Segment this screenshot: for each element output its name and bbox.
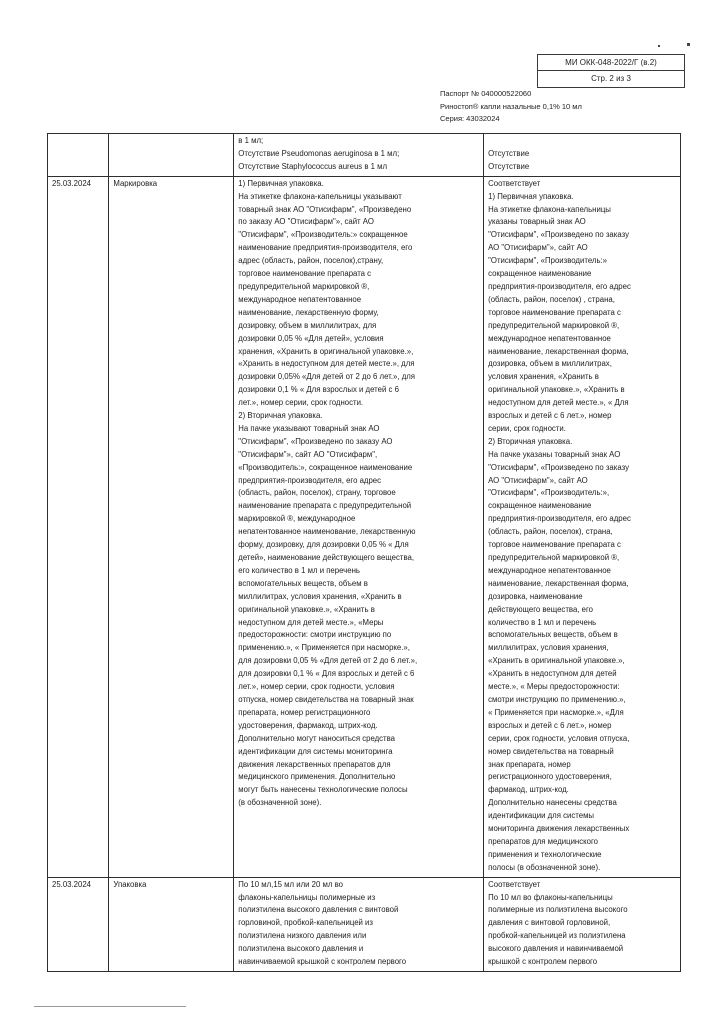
text-line: На пачке указывают товарный знак АО (238, 423, 380, 433)
text-line: предосторожности: смотри инструкцию по (238, 630, 392, 640)
text-line: по заказу АО "Отисифарм"», сайт АО (238, 217, 374, 227)
text-line: недоступном для детей месте.», « Для (488, 398, 629, 408)
text-line: пробкой-капельницей из полиэтилена (488, 931, 626, 941)
cell-result (484, 134, 681, 177)
text-line: предупредительной маркировкой ®, (488, 553, 620, 562)
text-line: предупредительной маркировкой ®, (238, 281, 370, 291)
text-line: Отсутствие Pseudomonas aeruginosa в 1 мл; (238, 148, 400, 158)
text-line: наименование, лекарственную форму, (238, 307, 379, 317)
text-line: смотри инструкцию по применению.», (488, 694, 626, 704)
table-row (48, 176, 681, 877)
text-line: «Хранить в оригинальной упаковке.», (488, 656, 625, 666)
text-line: удостоверения, фармакод, штрих-код. (238, 720, 378, 730)
text-line: "Отисифарм"», сайт АО "Отисифарм", (238, 449, 378, 459)
cell-requirement (234, 877, 484, 971)
text-line: фармакод, штрих-код. (488, 785, 569, 795)
text-line: дозировку, объем в миллилитрах, для (238, 320, 377, 330)
text-line: полиэтилена высокого давления и (238, 944, 364, 954)
text-line: торговое наименование препарата с (488, 307, 621, 317)
text-line: лет.», номер серии, срок годности, условия (238, 682, 395, 692)
text-line: дозировки 0,05% «Для детей от 2 до 6 лет.», для (238, 372, 416, 382)
text-line: 2) Вторичная упаковка. (488, 436, 573, 446)
text-line: взрослых и детей с 6 лет.», номер (488, 411, 612, 421)
cell-date: 25.03.2024 (48, 877, 109, 971)
text-line: наименование, лекарственная форма, (488, 346, 629, 356)
text-line: серии, срок годности. (488, 423, 566, 433)
cell-requirement (234, 176, 484, 877)
specification-table (47, 133, 681, 972)
text-line: для дозировки 0,05 % «Для детей от 2 до 6 лет.», (238, 656, 418, 666)
text-line: взрослых и детей с 6 лет.», номер (488, 720, 612, 730)
text-line: полимерные из полиэтилена высокого (488, 905, 628, 915)
text-line: предприятия-производителя, его адрес (238, 475, 382, 485)
text-line: регистрационного удостоверения, (488, 772, 612, 782)
text-line: месте.», « Меры предосторожности: (488, 682, 620, 692)
text-line: По 10 мл,15 мл или 20 мл во (238, 879, 343, 889)
cell-indicator-name: Маркировка (109, 176, 234, 877)
text-line: международное непатентованное (488, 565, 611, 575)
text-line: На этикетке флакона-капельницы указывают (238, 191, 402, 201)
text-line: 1) Первичная упаковка. (488, 191, 574, 201)
text-line: применения и технологические (488, 849, 602, 859)
text-line: (область, район, поселок), страну, торговое (238, 488, 396, 498)
text-line: хранения, «Хранить в оригинальной упаковке.», (238, 346, 414, 356)
text-line: (в обозначенной зоне). (238, 798, 322, 808)
text-line: товарный знак АО "Отисифарм", «Произведено (238, 204, 412, 214)
text-line: "Отисифарм", «Произведено по заказу (488, 230, 629, 240)
text-line: маркировкой ®, международное (238, 514, 356, 524)
text-line: указаны товарный знак АО (488, 217, 586, 227)
text-line: непатентованное наименование, лекарственную (238, 527, 416, 537)
text-line: количество в 1 мл и перечень (488, 617, 597, 627)
text-line: полосы (в обозначенной зоне). (488, 862, 601, 872)
text-line: вспомогательных веществ, объем в (488, 630, 618, 640)
text-line: АО "Отисифарм"», сайт АО (488, 475, 588, 485)
text-line: (область, район, поселок) , страна, (488, 294, 615, 304)
text-line: "Отисифарм", «Произведено по заказу АО (238, 436, 393, 446)
text-line: международное непатентованное (238, 294, 362, 304)
text-line: «Хранить в недоступном для детей месте.», для (238, 359, 415, 369)
text-line: полиэтилена высокого давления с винтовой (238, 905, 399, 915)
text-line: торговое наименование препарата с (238, 269, 372, 279)
text-line: движения лекарственных препаратов для (238, 759, 391, 769)
text-line: применению.», « Применяется при насморке.», (238, 643, 410, 653)
text-line: АО "Отисифарм"», сайт АО (488, 243, 588, 253)
document-code: МИ ОКК-048-2022/Г (в.2) (538, 55, 684, 71)
text-line: "Отисифарм", «Производитель:», (488, 488, 610, 498)
text-line: вспомогательных веществ, объем в (238, 578, 368, 588)
text-line: По 10 мл во флаконы-капельницы (488, 892, 613, 902)
text-line: торговое наименование препарата с (488, 540, 621, 550)
text-line: идентификации для системы (488, 811, 595, 821)
cell-result (484, 877, 681, 971)
text-line: дозировки 0,05 % «Для детей», условия (238, 333, 384, 343)
text-line: для дозировки 0,1 % « Для взрослых и детей с 6 (238, 669, 415, 679)
text-line: "Отисифарм", «Производитель:» сокращенное (238, 230, 408, 240)
text-line: его количество в 1 мл и перечень (238, 565, 360, 575)
text-line: препарата, номер регистрационного (238, 707, 371, 717)
text-line: « Применяется при насморке.», «Для (488, 707, 624, 717)
text-line: форму, дозировку, для дозировки 0,05 % « Для (238, 540, 409, 550)
text-line: «Производитель:», сокращенное наименование (238, 462, 413, 472)
text-line: дозировка, объем в миллилитрах, (488, 359, 612, 369)
text-line: Дополнительно могут наноситься средства (238, 733, 396, 743)
text-line: серии, срок годности, условия отпуска, (488, 733, 630, 743)
text-line: детей», наименование действующего вещества, (238, 553, 415, 562)
product-name: Риностоп® капли назальные 0,1% 10 мл (440, 101, 582, 111)
text-line: крышкой с контролем первого (488, 957, 598, 967)
text-line: навинчиваемой крышкой с контролем первого (238, 957, 407, 967)
batch-series: Серия: 43032024 (440, 114, 500, 123)
text-line: Отсутствие (488, 161, 530, 171)
text-line: наименование препарата с предупредительной (238, 501, 412, 511)
text-line: лет.», номер серии, срок годности. (238, 398, 364, 408)
text-line: знак препарата, номер (488, 759, 571, 769)
text-line: предприятия-производителя, его адрес (488, 514, 631, 524)
scan-speck (658, 45, 660, 47)
text-line: давления с винтовой горловиной, (488, 918, 611, 928)
text-line: недоступном для детей месте.», «Меры (238, 617, 384, 627)
cell-indicator-name: Упаковка (109, 877, 234, 971)
text-line: отпуска, номер свидетельства на товарный знак (238, 694, 414, 704)
text-line: На этикетке флакона-капельницы (488, 204, 611, 214)
text-line: «Хранить в недоступном для детей (488, 669, 617, 679)
text-line: мониторинга движения лекарственных (488, 824, 630, 834)
text-line: миллилитрах, условия хранения, «Хранить в (238, 591, 402, 601)
bottom-divider (34, 1006, 186, 1007)
text-line: (область, район, поселок), страна, (488, 527, 613, 537)
page-number: Стр. 2 из 3 (591, 74, 631, 83)
passport-block (440, 88, 582, 126)
cell-date (48, 134, 109, 177)
text-line: 2) Вторичная упаковка. (238, 411, 323, 421)
text-line: полиэтилена низкого давления или (238, 931, 367, 941)
scan-speck (687, 43, 690, 46)
text-line: номер свидетельства на товарный (488, 746, 614, 756)
text-line: горловиной, пробкой-капельницей из (238, 918, 373, 928)
table-row (48, 134, 681, 177)
cell-result (484, 176, 681, 877)
text-line: Дополнительно нанесены средства (488, 798, 617, 808)
text-line: адрес (область, район, поселок),страну, (238, 256, 384, 266)
text-line: Отсутствие Staphylococcus aureus в 1 мл (238, 161, 388, 171)
text-line: высокого давления и навинчиваемой (488, 944, 624, 954)
text-line: идентификации для системы мониторинга (238, 746, 393, 756)
text-line: предприятия-производителя, его адрес (488, 281, 631, 291)
text-line: предупредительной маркировкой ®, (488, 320, 620, 330)
text-line: медицинского применения. Дополнительно (238, 772, 396, 782)
text-line: миллилитрах, условия хранения, (488, 643, 609, 653)
text-line: международное непатентованное (488, 333, 611, 343)
text-line: Отсутствие (488, 148, 530, 158)
text-line: в 1 мл; (238, 136, 264, 145)
text-line: оригинальной упаковке.», «Хранить в (488, 385, 625, 395)
text-line: наименование предприятия-производителя, его (238, 243, 413, 253)
text-line: "Отисифарм", «Производитель:» (488, 256, 608, 266)
text-line: действующего вещества, его (488, 604, 593, 614)
text-line: условия хранения, «Хранить в (488, 372, 599, 382)
table-row (48, 877, 681, 971)
text-line: дозировки 0,1 % « Для взрослых и детей с 6 (238, 385, 399, 395)
text-line: могут быть нанесены технологические полосы (238, 785, 408, 795)
text-line (488, 135, 676, 148)
text-line: дозировка, наименование (488, 591, 583, 601)
cell-date: 25.03.2024 (48, 176, 109, 877)
cell-requirement (234, 134, 484, 177)
text-line: оригинальной упаковке.», «Хранить в (238, 604, 375, 614)
cell-indicator-name (109, 134, 234, 177)
document-code-box (537, 54, 685, 88)
text-line: Соответствует (488, 879, 541, 889)
text-line: 1) Первичная упаковка. (238, 178, 324, 188)
text-line: сокращенное наименование (488, 269, 592, 279)
text-line: Соответствует (488, 178, 541, 188)
passport-number: Паспорт № 040000522060 (440, 89, 532, 98)
text-line: "Отисифарм", «Произведено по заказу (488, 462, 629, 472)
text-line: препаратов для медицинского (488, 836, 598, 846)
text-line: наименование, лекарственная форма, (488, 578, 629, 588)
text-line: На пачке указаны товарный знак АО (488, 449, 621, 459)
text-line: флаконы-капельницы полимерные из (238, 892, 376, 902)
text-line: сокращенное наименование (488, 501, 592, 511)
